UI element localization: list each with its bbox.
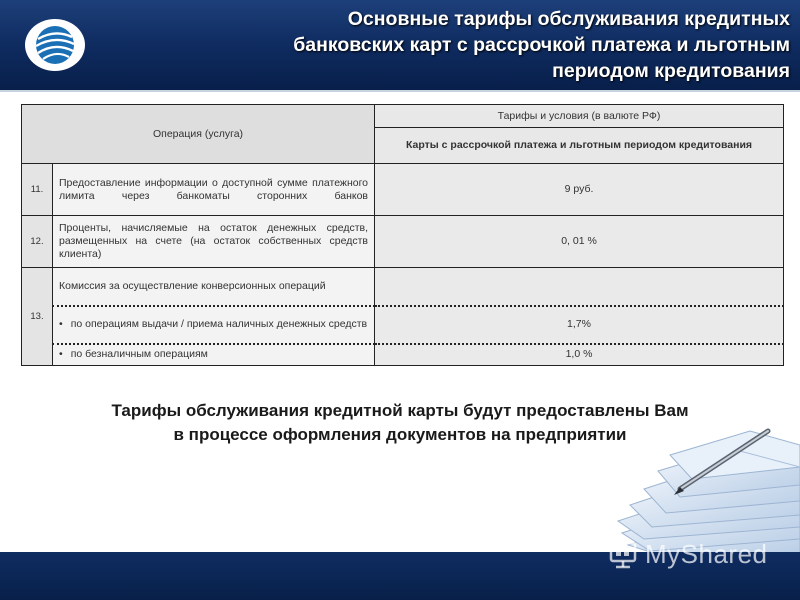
row-value: 0, 01 % (375, 216, 784, 268)
watermark-text: MyShared (645, 538, 768, 569)
bullet-icon (59, 318, 71, 330)
tariffs-table (21, 104, 784, 366)
row-description (53, 268, 375, 306)
globe-logo-icon (20, 14, 90, 76)
table-subrow (22, 344, 784, 366)
myshared-logo-icon (607, 537, 641, 571)
bullet-icon (59, 348, 71, 360)
row-value (375, 268, 784, 306)
table-row (22, 164, 784, 216)
subrow-value: 1,0 % (375, 344, 784, 366)
row-description (53, 164, 375, 216)
subrow-value: 1,7% (375, 306, 784, 344)
table-subrow (22, 306, 784, 344)
operation-header: Операция (услуга) (22, 105, 375, 164)
page-title (190, 6, 790, 84)
row-number: 13. (22, 268, 53, 366)
row-value: 9 руб. (375, 164, 784, 216)
row-description-text: Проценты, начисляемые на остаток денежных средств, размещенных на счете (на остаток собственных средств клиента) (59, 222, 369, 260)
subrow-description-text: по безналичным операциям (70, 348, 208, 361)
title-line-3: периодом кредитования (552, 60, 790, 82)
table-header-row (22, 105, 784, 128)
row-description-text: Предоставление информации о доступной сумме платежного лимита через банкоматы сторонних банков (59, 176, 369, 202)
notice-line-2: в процессе оформления документов на предприятии (173, 425, 627, 444)
table-row (22, 216, 784, 268)
row-description (53, 216, 375, 268)
envelopes-with-pen-icon (600, 405, 800, 555)
subrow-description (53, 344, 375, 366)
table-row (22, 268, 784, 306)
row-number: 11. (22, 164, 53, 216)
row-description-text: Комиссия за осуществление конверсионных операций (59, 279, 326, 292)
title-line-1: Основные тарифы обслуживания кредитных (347, 8, 790, 30)
row-number: 12. (22, 216, 53, 268)
subrow-description-text: по операциям выдачи / приема наличных денежных средств (70, 318, 368, 330)
tariffs-table-wrapper (21, 104, 783, 366)
subrow-description (53, 306, 375, 344)
notice-line-1: Тарифы обслуживания кредитной карты будут предоставлены Вам (111, 401, 689, 420)
card-type-header: Карты с рассрочкой платежа и льготным периодом кредитования (375, 128, 784, 164)
watermark (607, 534, 768, 574)
title-line-2: банковских карт с рассрочкой платежа и льготным (293, 34, 790, 56)
tariff-header: Тарифы и условия (в валюте РФ) (375, 105, 784, 128)
header-band (0, 0, 800, 92)
